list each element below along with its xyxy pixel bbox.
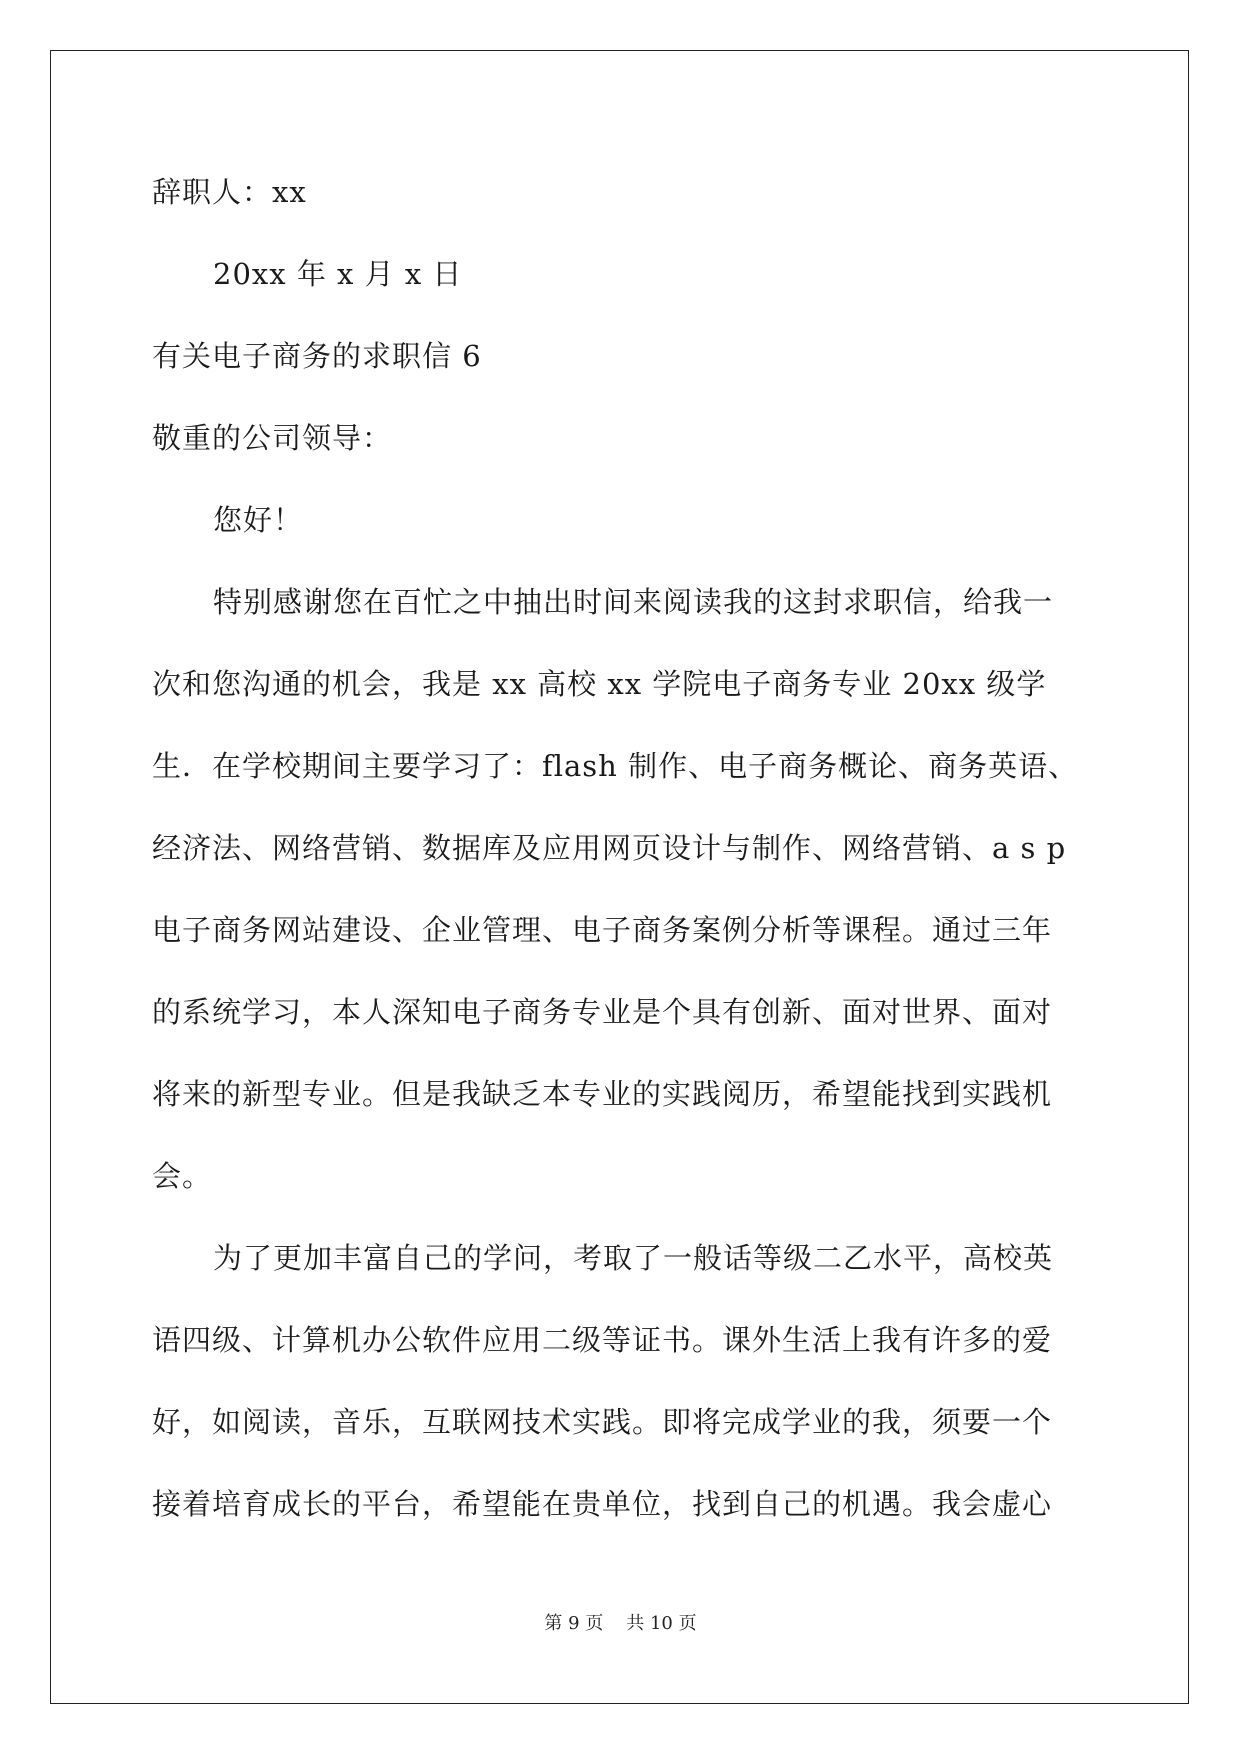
page-border [50, 50, 1189, 1704]
salutation: 敬重的公司领导： [152, 421, 393, 455]
page-footer [0, 1612, 1241, 1636]
body-line: 好，如阅读，音乐，互联网技术实践。即将完成学业的我，须要一个 [152, 1405, 1053, 1439]
body-line: 语四级、计算机办公软件应用二级等证书。课外生活上我有许多的爱 [152, 1323, 1053, 1357]
signature-date: 20xx 年 x 月 x 日 [213, 257, 463, 291]
page-number-current: 第 9 页 [544, 1613, 604, 1634]
body-line: 将来的新型专业。但是我缺乏本专业的实践阅历，希望能找到实践机 [152, 1077, 1053, 1111]
body-line: 会。 [152, 1159, 213, 1193]
greeting: 您好！ [213, 503, 304, 537]
body-line: 次和您沟通的机会，我是 xx 高校 xx 学院电子商务专业 20xx 级学 [152, 667, 1047, 701]
body-line: 生．在学校期间主要学习了：flash 制作、电子商务概论、商务英语、 [152, 749, 1079, 783]
body-line: 经济法、网络营销、数据库及应用网页设计与制作、网络营销、a s p [152, 831, 1067, 865]
page-number-total: 共 10 页 [626, 1613, 697, 1634]
body-line: 接着培育成长的平台，希望能在贵单位，找到自己的机遇。我会虚心 [152, 1487, 1053, 1521]
body-line: 的系统学习，本人深知电子商务专业是个具有创新、面对世界、面对 [152, 995, 1053, 1029]
signature-label: 辞职人：xx [152, 175, 307, 209]
body-line: 电子商务网站建设、企业管理、电子商务案例分析等课程。通过三年 [152, 913, 1053, 947]
body-line: 特别感谢您在百忙之中抽出时间来阅读我的这封求职信，给我一 [213, 585, 1054, 619]
body-line: 为了更加丰富自己的学问，考取了一般话等级二乙水平，高校英 [213, 1241, 1054, 1275]
section-title: 有关电子商务的求职信 6 [152, 339, 482, 373]
